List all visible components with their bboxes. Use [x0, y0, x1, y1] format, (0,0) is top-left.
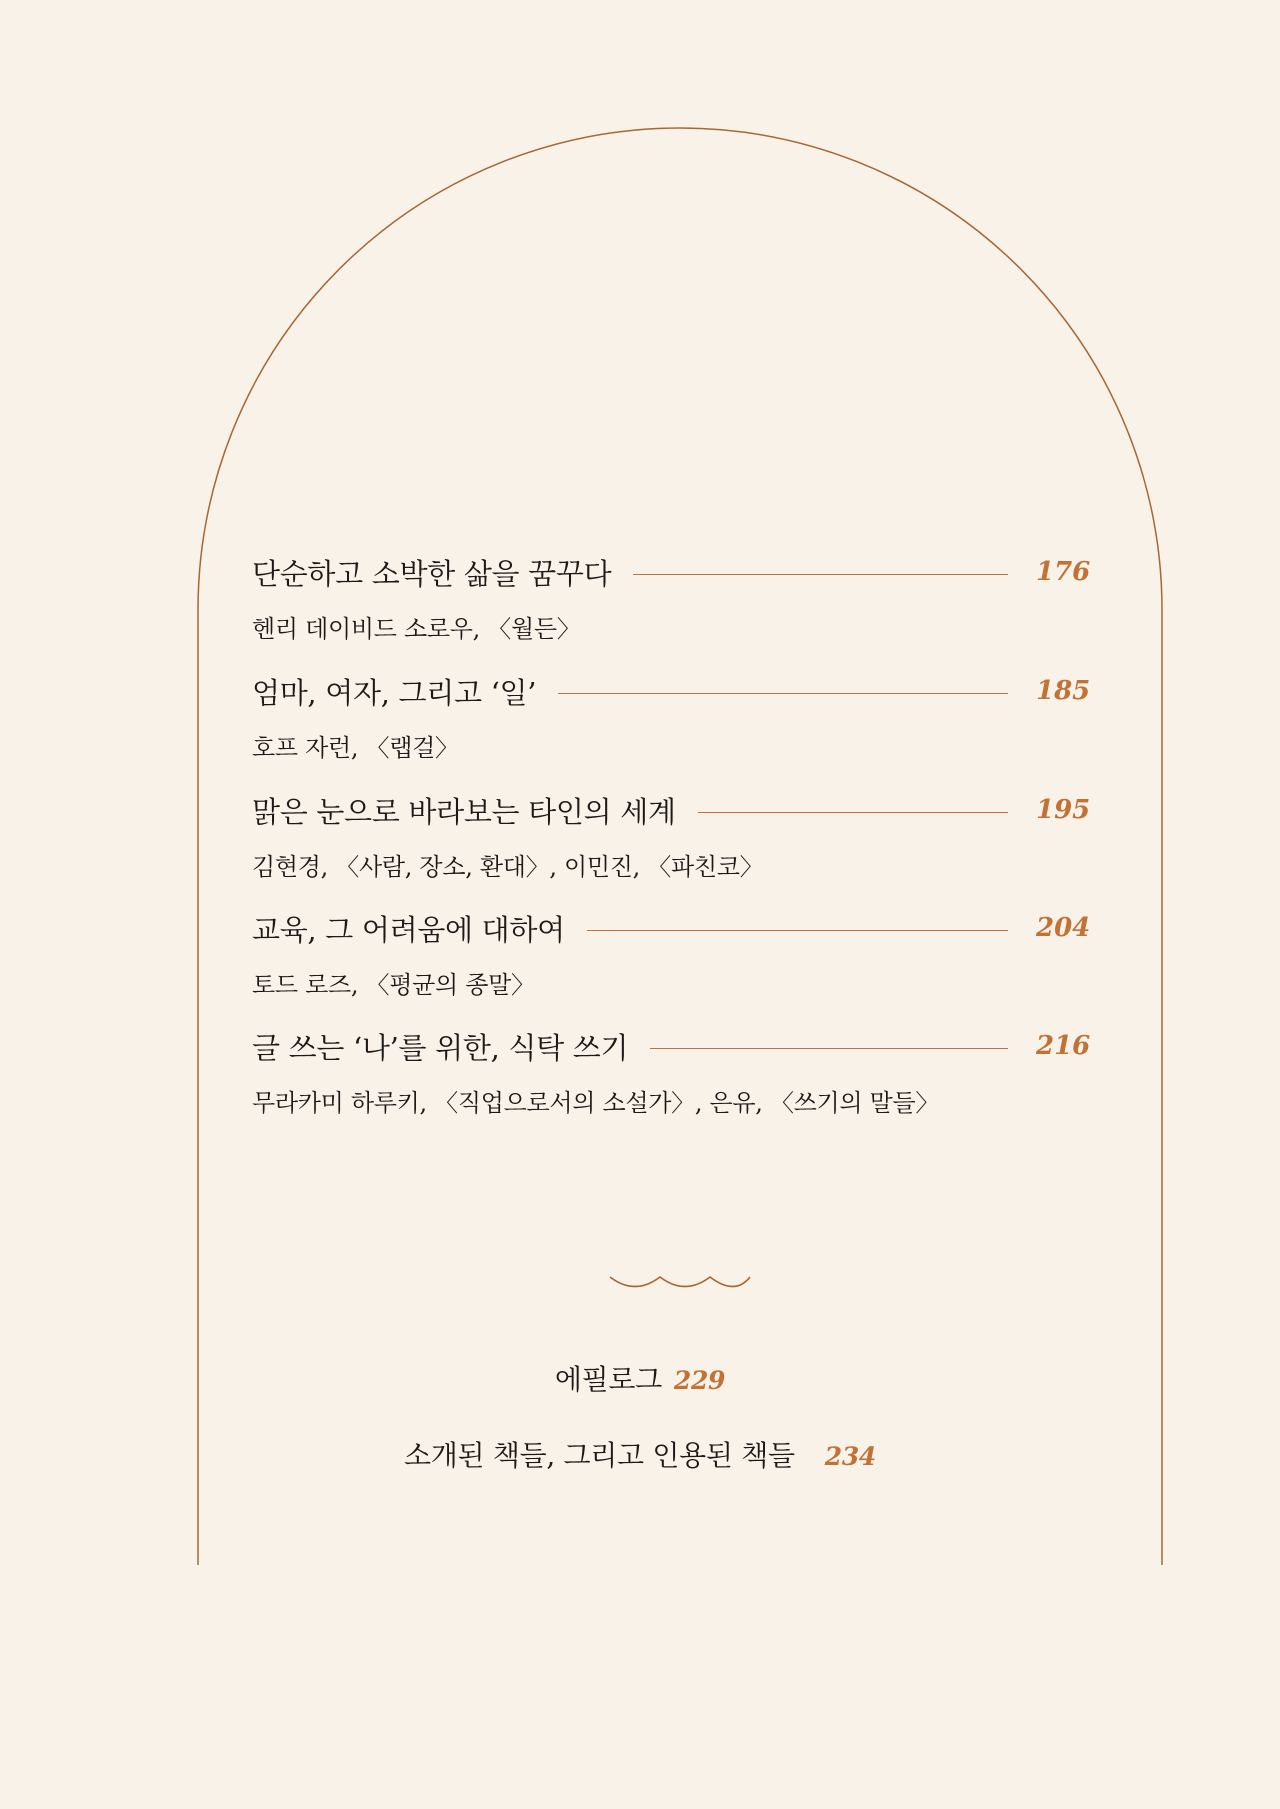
toc-entry-title: 엄마, 여자, 그리고 ‘일’	[252, 675, 537, 710]
toc-entry[interactable]	[252, 908, 1091, 1002]
toc-entry-title: 글 쓰는 ‘나’를 위한, 식탁 쓰기	[252, 1030, 629, 1065]
back-matter-title: 에필로그	[554, 1363, 662, 1396]
toc-entry[interactable]	[252, 790, 1091, 884]
toc-entry-subtitle: 헨리 데이비드 소로우, 〈월든〉	[252, 615, 581, 643]
toc-entry[interactable]	[252, 671, 1091, 765]
toc-entry-subtitle: 무라카미 하루키, 〈직업으로서의 소설가〉, 은유, 〈쓰기의 말들〉	[252, 1089, 940, 1117]
toc-entry-page: 176	[1036, 557, 1091, 587]
toc-entry-page: 195	[1036, 795, 1091, 825]
back-matter-title: 소개된 책들, 그리고 인용된 책들	[403, 1439, 795, 1472]
toc-leader-line	[698, 812, 1008, 813]
toc-entry-page: 204	[1036, 913, 1091, 943]
toc-entry[interactable]	[252, 1026, 1091, 1120]
toc-entry-subtitle: 호프 자런, 〈랩걸〉	[252, 734, 459, 762]
back-matter-epilogue[interactable]	[0, 1358, 1280, 1398]
wave-ornament	[610, 1277, 750, 1287]
toc-entry[interactable]	[252, 552, 1091, 646]
toc-leader-line	[558, 693, 1008, 694]
toc-entry-subtitle: 토드 로즈, 〈평균의 종말〉	[252, 971, 535, 999]
back-matter-books[interactable]	[0, 1434, 1280, 1474]
toc-entry-subtitle: 김현경, 〈사람, 장소, 환대〉, 이민진, 〈파친코〉	[252, 853, 764, 881]
toc-entry-page: 216	[1036, 1031, 1091, 1061]
back-matter-page: 234	[824, 1442, 877, 1471]
toc-entry-title: 교육, 그 어려움에 대하여	[252, 912, 565, 947]
toc-leader-line	[587, 930, 1008, 931]
back-matter-page: 229	[673, 1366, 726, 1395]
toc-entry-title: 맑은 눈으로 바라보는 타인의 세계	[252, 794, 676, 829]
toc-entry-page: 185	[1036, 676, 1091, 706]
toc-leader-line	[633, 574, 1008, 575]
toc-entry-title: 단순하고 소박한 삶을 꿈꾸다	[252, 556, 612, 591]
toc-leader-line	[650, 1048, 1008, 1049]
